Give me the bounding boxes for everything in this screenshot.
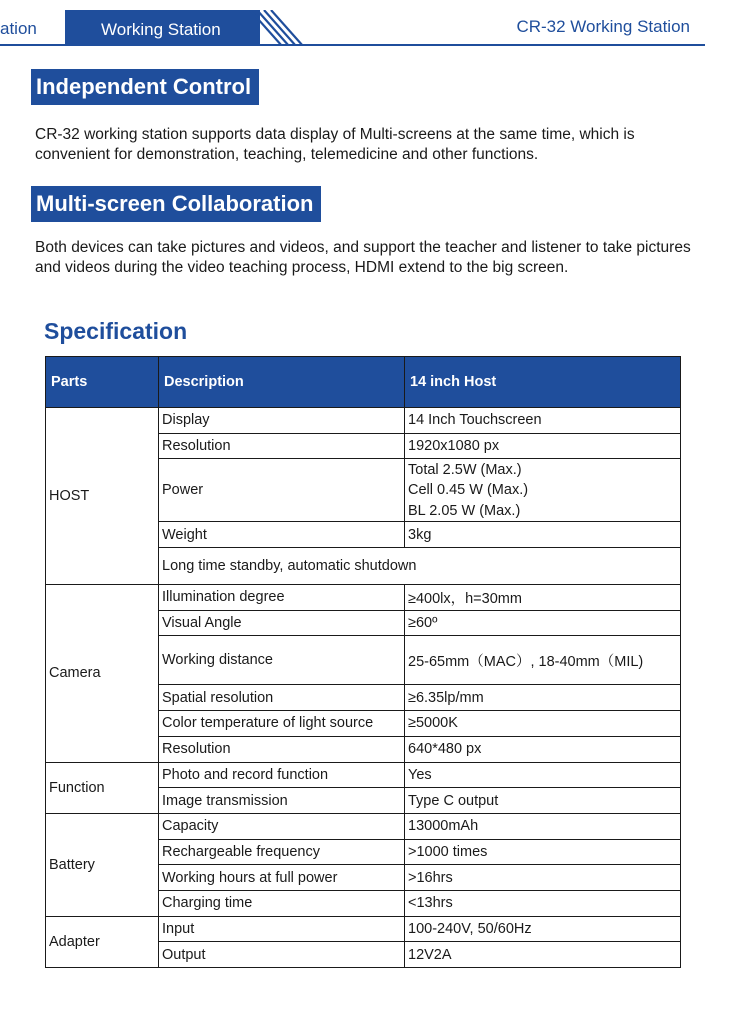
row-label: Charging time bbox=[159, 890, 405, 916]
row-value: 3kg bbox=[405, 522, 681, 548]
row-label: Power bbox=[159, 459, 405, 522]
row-label: Resolution bbox=[159, 433, 405, 459]
row-label: Illumination degree bbox=[159, 585, 405, 611]
row-value: ≥400lx，h=30mm bbox=[405, 585, 681, 611]
section-title-independent-control: Independent Control bbox=[31, 69, 259, 105]
spec-title: Specification bbox=[44, 318, 188, 344]
row-label: Image transmission bbox=[159, 788, 405, 814]
header-host: 14 inch Host bbox=[405, 357, 681, 408]
row-value: <13hrs bbox=[405, 890, 681, 916]
part-battery: Battery bbox=[46, 813, 159, 916]
row-value: 14 Inch Touchscreen bbox=[405, 408, 681, 434]
table-row bbox=[46, 916, 681, 942]
row-value: 1920x1080 px bbox=[405, 433, 681, 459]
row-label: Input bbox=[159, 916, 405, 942]
row-label-standby: Long time standby, automatic shutdown bbox=[159, 548, 681, 585]
table-row bbox=[46, 585, 681, 611]
row-label: Visual Angle bbox=[159, 610, 405, 636]
part-camera: Camera bbox=[46, 585, 159, 762]
table-row bbox=[46, 762, 681, 788]
row-value: ≥6.35lp/mm bbox=[405, 685, 681, 711]
row-label: Working distance bbox=[159, 636, 405, 685]
active-section-tab[interactable]: Working Station bbox=[65, 10, 260, 44]
prev-section-tab[interactable]: ation bbox=[0, 19, 37, 38]
top-bar bbox=[0, 0, 732, 50]
spec-table bbox=[45, 356, 681, 968]
row-value: 25-65mm（MAC）, 18-40mm（MIL) bbox=[405, 636, 681, 685]
header-description: Description bbox=[159, 357, 405, 408]
row-label: Display bbox=[159, 408, 405, 434]
row-label: Output bbox=[159, 942, 405, 968]
stripe-decoration bbox=[248, 10, 308, 46]
section-text-independent-control: CR-32 working station supports data display of Multi-screens at the same time, which is convenient for demonstration, teaching, telemedicine and other functions. bbox=[35, 126, 635, 163]
row-value: >1000 times bbox=[405, 839, 681, 865]
part-host: HOST bbox=[46, 408, 159, 585]
row-label: Capacity bbox=[159, 813, 405, 839]
section-text-multi-screen: Both devices can take pictures and videos, and support the teacher and listener to take pictures and videos during the video teaching process, HDMI extend to the big screen. bbox=[35, 239, 691, 276]
power-cell: Cell 0.45 W (Max.) bbox=[408, 482, 529, 499]
row-value: 12V2A bbox=[405, 942, 681, 968]
row-value: 640*480 px bbox=[405, 736, 681, 762]
row-label: Working hours at full power bbox=[159, 865, 405, 891]
section-title-multi-screen: Multi-screen Collaboration bbox=[31, 186, 321, 222]
power-total: Total 2.5W (Max.) bbox=[408, 461, 522, 478]
row-label: Rechargeable frequency bbox=[159, 839, 405, 865]
power-bl: BL 2.05 W (Max.) bbox=[408, 502, 521, 519]
table-row bbox=[46, 813, 681, 839]
row-label: Resolution bbox=[159, 736, 405, 762]
row-value: ≥5000K bbox=[405, 711, 681, 737]
row-label: Weight bbox=[159, 522, 405, 548]
table-header-row bbox=[46, 357, 681, 408]
row-value: 13000mAh bbox=[405, 813, 681, 839]
row-value: 100-240V, 50/60Hz bbox=[405, 916, 681, 942]
row-label: Spatial resolution bbox=[159, 685, 405, 711]
part-adapter: Adapter bbox=[46, 916, 159, 967]
row-value: ≥60º bbox=[405, 610, 681, 636]
row-value: >16hrs bbox=[405, 865, 681, 891]
table-row bbox=[46, 408, 681, 434]
row-value bbox=[405, 459, 681, 522]
row-value: Yes bbox=[405, 762, 681, 788]
header-rule bbox=[0, 44, 705, 46]
brand-title: CR-32 Working Station bbox=[516, 17, 690, 36]
part-function: Function bbox=[46, 762, 159, 813]
header-parts: Parts bbox=[46, 357, 159, 408]
row-value: Type C output bbox=[405, 788, 681, 814]
row-label: Color temperature of light source bbox=[159, 711, 405, 737]
row-label: Photo and record function bbox=[159, 762, 405, 788]
